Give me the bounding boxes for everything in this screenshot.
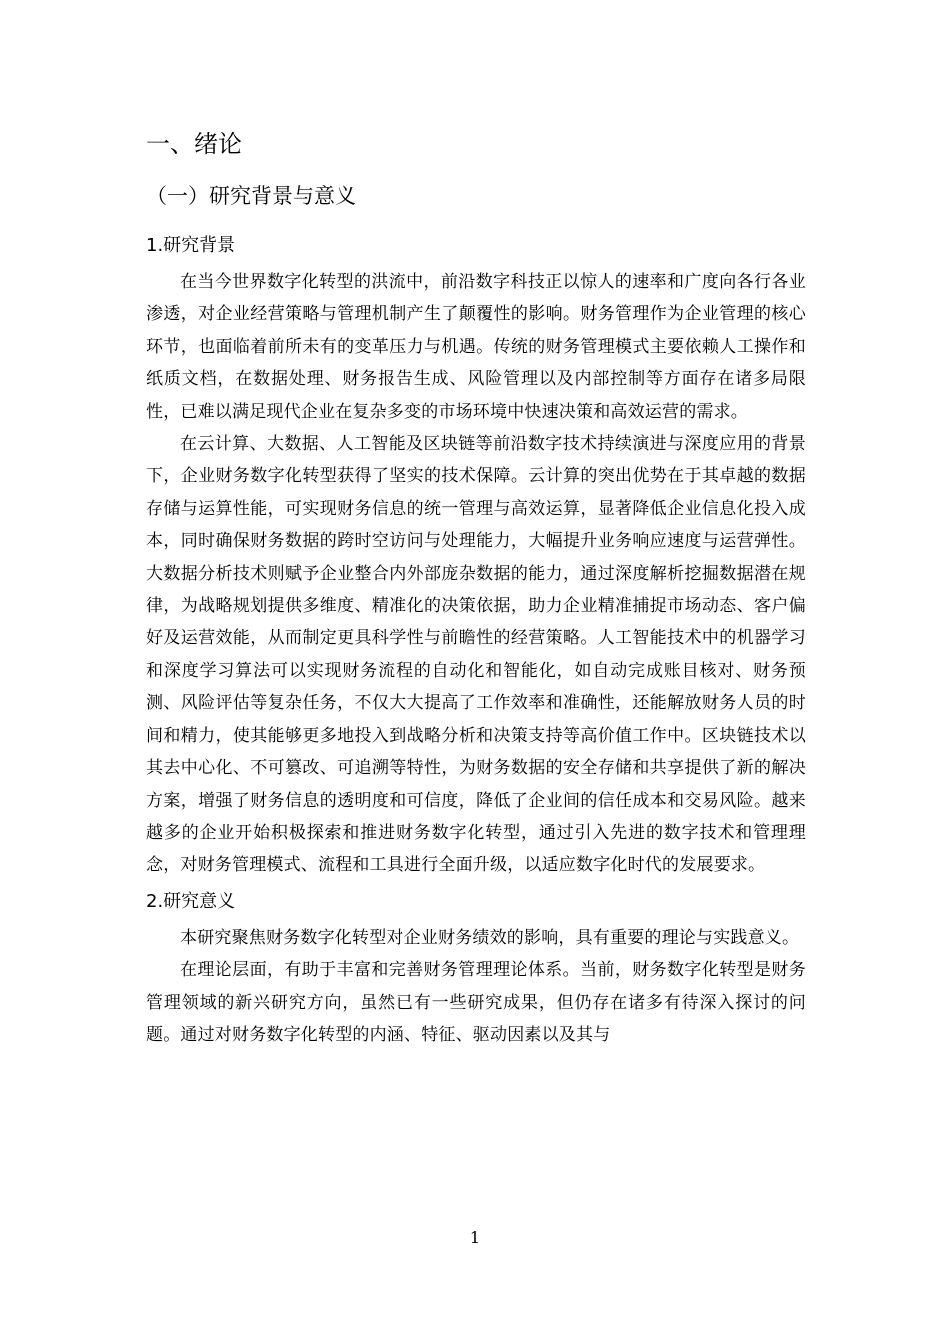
subsection-heading-background: 1.研究背景 (146, 235, 236, 256)
section-heading: （一）研究背景与意义 (146, 184, 356, 208)
paragraph: 本研究聚焦财务数字化转型对企业财务绩效的影响，具有重要的理论与实践意义。 (180, 927, 800, 948)
page-number: 1 (469, 1228, 481, 1247)
paragraph: 在理论层面，有助于丰富和完善财务管理理论体系。当前，财务数字化转型是财务管理领域的新兴研究方向，虽然已有一些研究成果，但仍存在诸多有待深入探讨的问题。通过对财务数字化转型的内涵、特征、驱动因素以及其与 (146, 960, 806, 1045)
paragraph: 在云计算、大数据、人工智能及区块链等前沿数字技术持续演进与深度应用的背景下，企业财务数字化转型获得了坚实的技术保障。云计算的突出优势在于其卓越的数据存储与运算性能，可实现财务信息的统一管理与高效运算，显著降低企业信息化投入成本，同时确保财务数据的跨时空访问与处理能力，大幅提升业务响应速度与运营弹性。大数据分析技术则赋予企业整合内外部庞杂数据的能力，通过深度解析挖掘数据潜在规律，为战略规划提供多维度、精准化的决策依据，助力企业精准捕捉市场动态、客户偏好及运营效能，从而制定更具科学性与前瞻性的经营策略。人工智能技术中的机器学习和深度学习算法可以实现财务流程的自动化和智能化，如自动完成账目核对、财务预测、风险评估等复杂任务，不仅大大提高了工作效率和准确性，还能解放财务人员的时间和精力，使其能够更多地投入到战略分析和决策支持等高价值工作中。区块链技术以其去中心化、不可篡改、可追溯等特性，为财务数据的安全存储和共享提供了新的解决方案，增强了财务信息的透明度和可信度，降低了企业间的信任成本和交易风险。越来越多的企业开始积极探索和推进财务数字化转型，通过引入先进的数字技术和管理理念，对财务管理模式、流程和工具进行全面升级，以适应数字化时代的发展要求。 (146, 434, 806, 876)
paragraph: 在当今世界数字化转型的洪流中，前沿数字科技正以惊人的速率和广度向各行各业渗透，对企业经营策略与管理机制产生了颠覆性的影响。财务管理作为企业管理的核心环节，也面临着前所未有的变革压力与机遇。传统的财务管理模式主要依赖人工操作和纸质文档，在数据处理、财务报告生成、风险管理以及内部控制等方面存在诸多局限性，已难以满足现代企业在复杂多变的市场环境中快速决策和高效运营的需求。 (146, 272, 806, 422)
document-body (146, 126, 806, 1051)
chapter-heading: 一、绪论 (146, 130, 242, 158)
subsection-heading-significance: 2.研究意义 (146, 890, 236, 912)
